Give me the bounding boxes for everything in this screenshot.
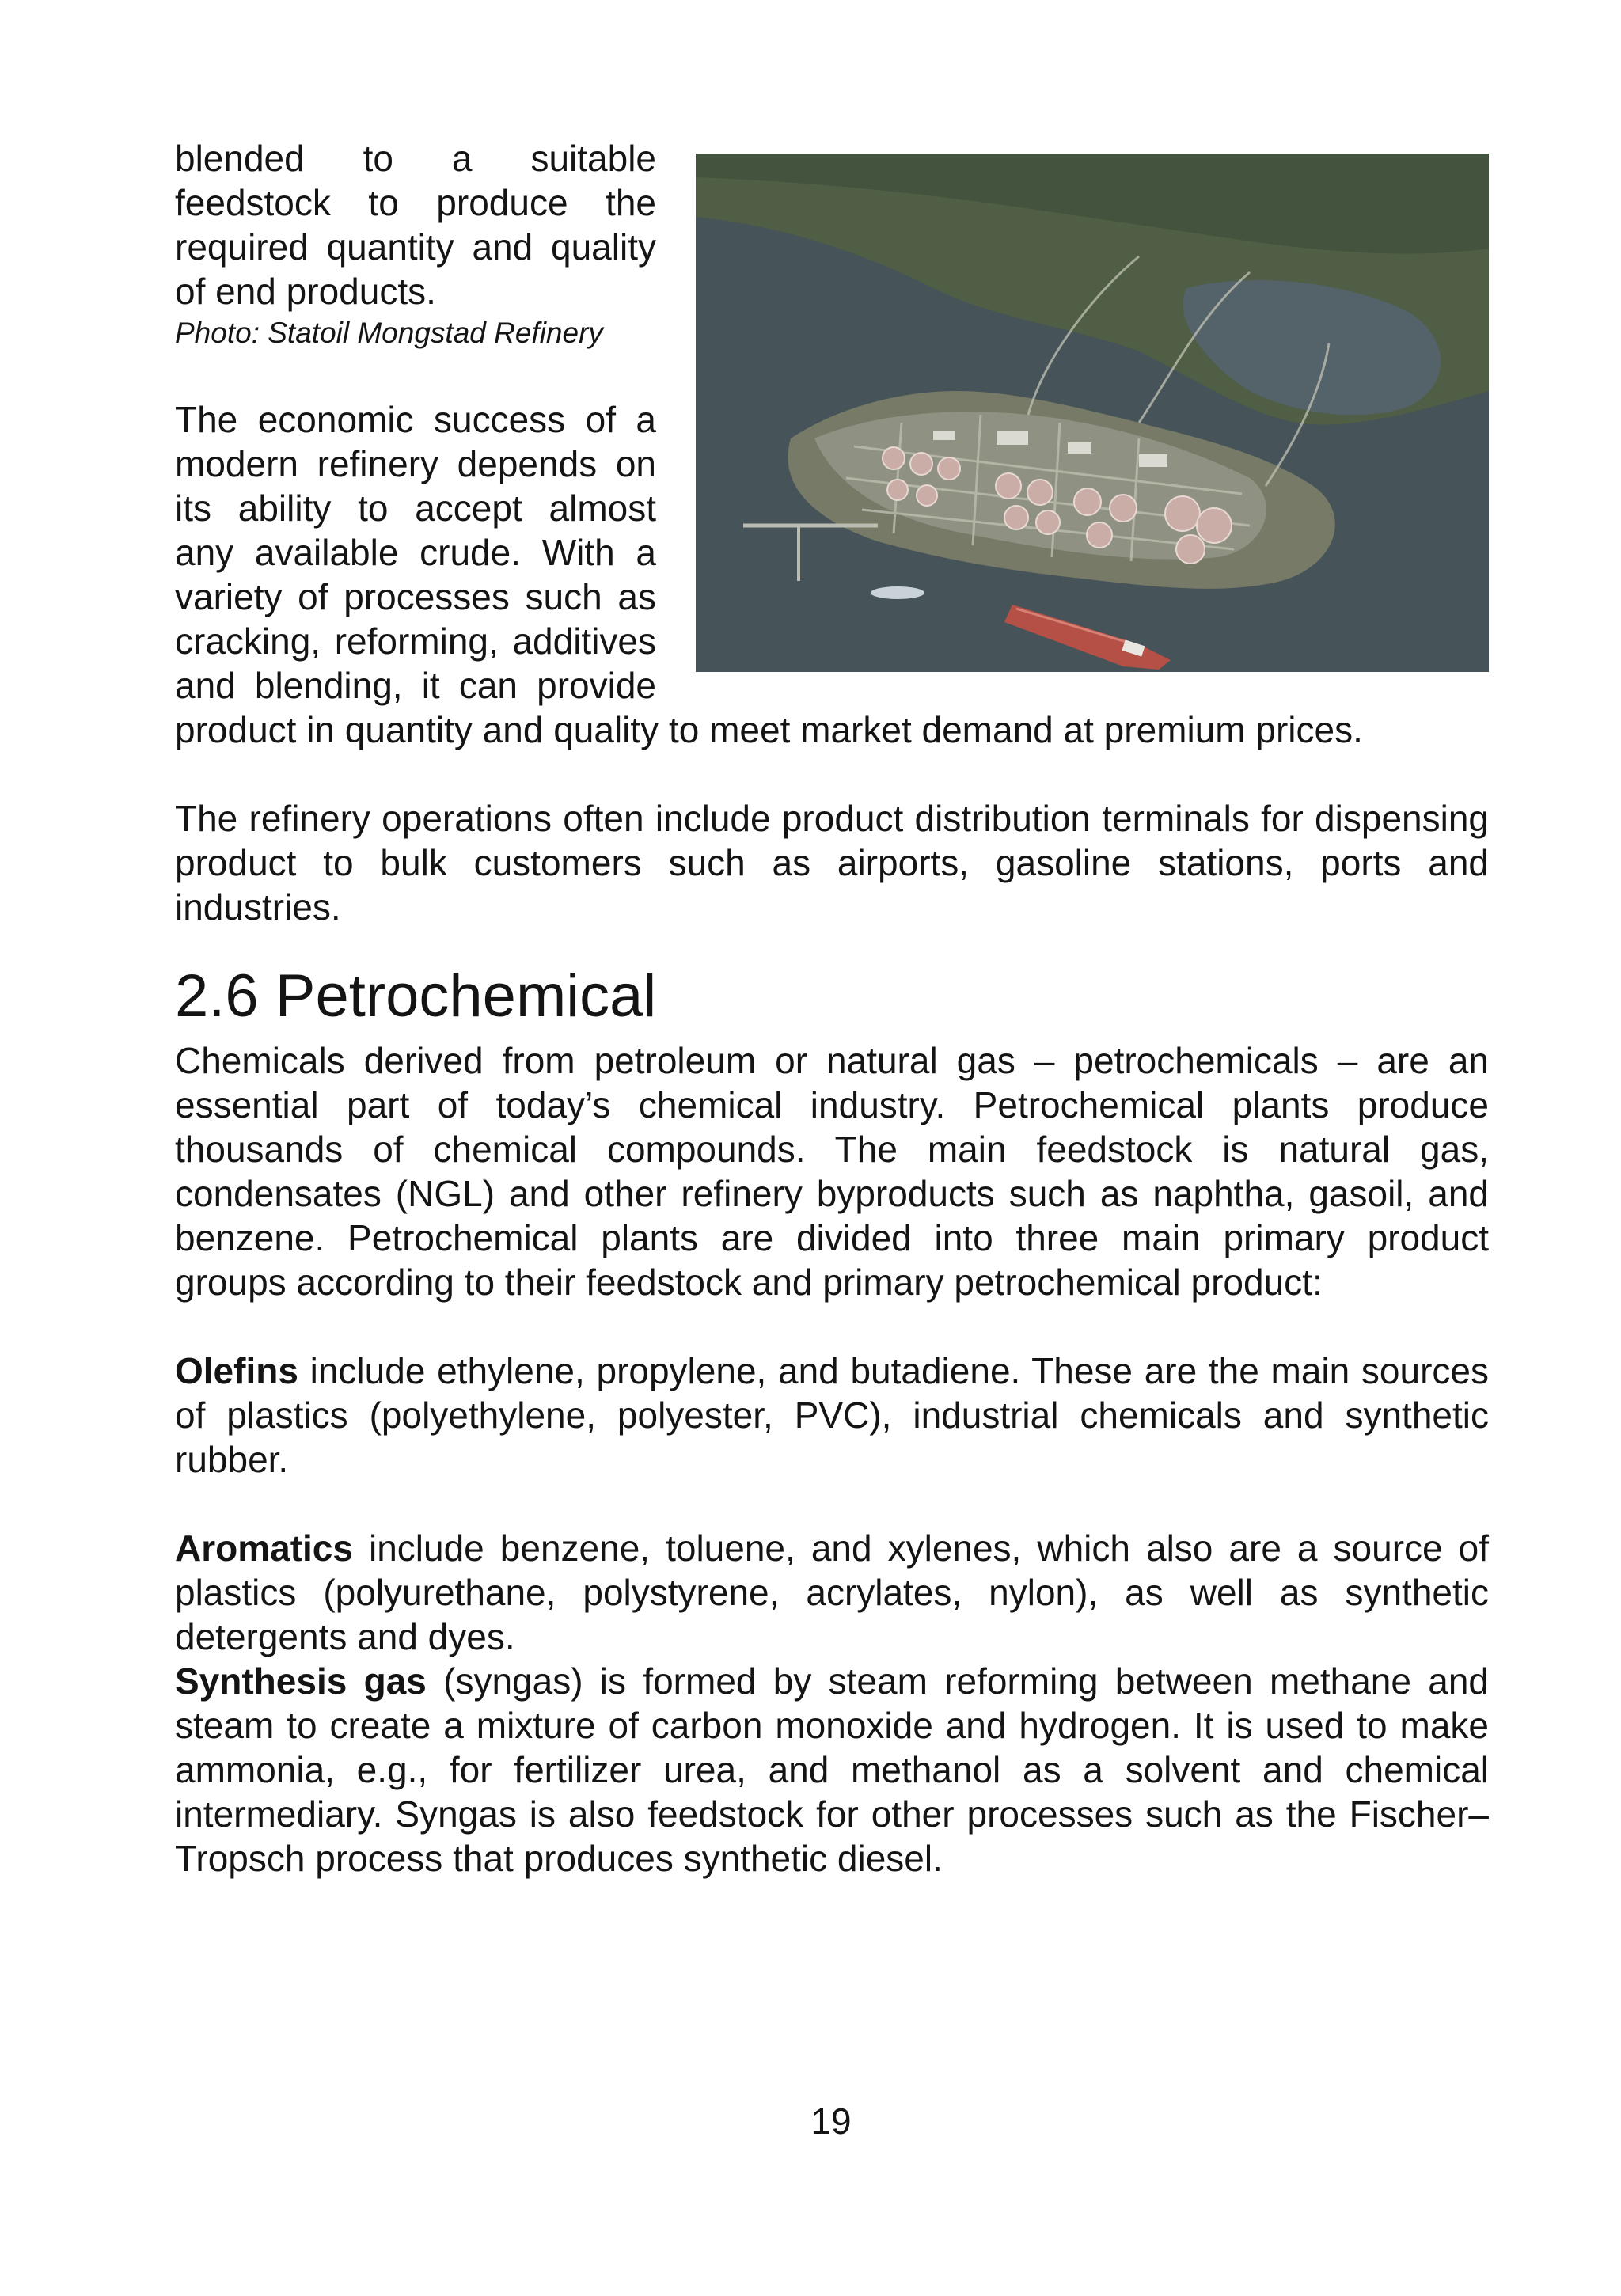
spacer — [175, 1304, 1489, 1349]
aromatics-paragraph — [175, 1526, 1489, 1659]
section-heading: 2.6 Petrochemical — [175, 962, 657, 1030]
intro-text: blended to a suitable feedstock to produce the required quantity and quality of end products. — [175, 138, 656, 312]
olefins-term: Olefins — [175, 1350, 298, 1391]
aromatics-term: Aromatics — [175, 1528, 353, 1569]
syngas-paragraph — [175, 1659, 1489, 1880]
photo-caption: Photo: Statoil Mongstad Refinery — [175, 317, 603, 349]
section-paragraph-1: Chemicals derived from petroleum or natural gas – petrochemicals – are an essential part of today’s chemical industry. Petrochemical plants produce thousands of chemical compounds. The main feedstock is natural gas, condensates (NGL) and other refinery byproducts such as naphtha, gasoil, and benzene. Petrochemical plants are divided into three main primary product groups according to their feedstock and primary petrochemical product: — [175, 1040, 1489, 1303]
page-content — [175, 136, 1489, 1880]
refinery-aerial-illustration — [696, 154, 1489, 672]
intro-paragraph-2: The economic success of a modern refinery depends on its ability to accept almost any available crude. With a variety of processes such as cracking, reforming, additives and blending, it can provide product in quantity and quality to meet market demand at premium prices. — [175, 399, 1363, 750]
intro-paragraph-3: The refinery operations often include product distribution terminals for dispensing product to bulk customers such as airports, gasoline stations, ports and industries. — [175, 798, 1489, 928]
refinery-aerial-photo — [696, 154, 1489, 672]
page-number: 19 — [810, 2101, 852, 2142]
aromatics-text: include benzene, toluene, and xylenes, which also are a source of plastics (polyurethane, polystyrene, acrylates, nylon), as well as synthetic detergents and dyes. — [175, 1528, 1489, 1657]
syngas-term: Synthesis gas — [175, 1660, 427, 1702]
spacer — [175, 1482, 1489, 1526]
spacer — [175, 752, 1489, 796]
syngas-text: (syngas) is formed by steam reforming between methane and steam to create a mixture of carbon monoxide and hydrogen. It is used to make ammonia, e.g., for fertilizer urea, and methanol as a solvent and chemical intermediary. Syngas is also feedstock for other processes such as the Fischer–Tropsch process that produces synthetic diesel. — [175, 1660, 1489, 1879]
olefins-paragraph — [175, 1349, 1489, 1482]
olefins-text: include ethylene, propylene, and butadiene. These are the main sources of plastics (polyethylene, polyester, PVC), industrial chemicals and synthetic rubber. — [175, 1350, 1489, 1480]
